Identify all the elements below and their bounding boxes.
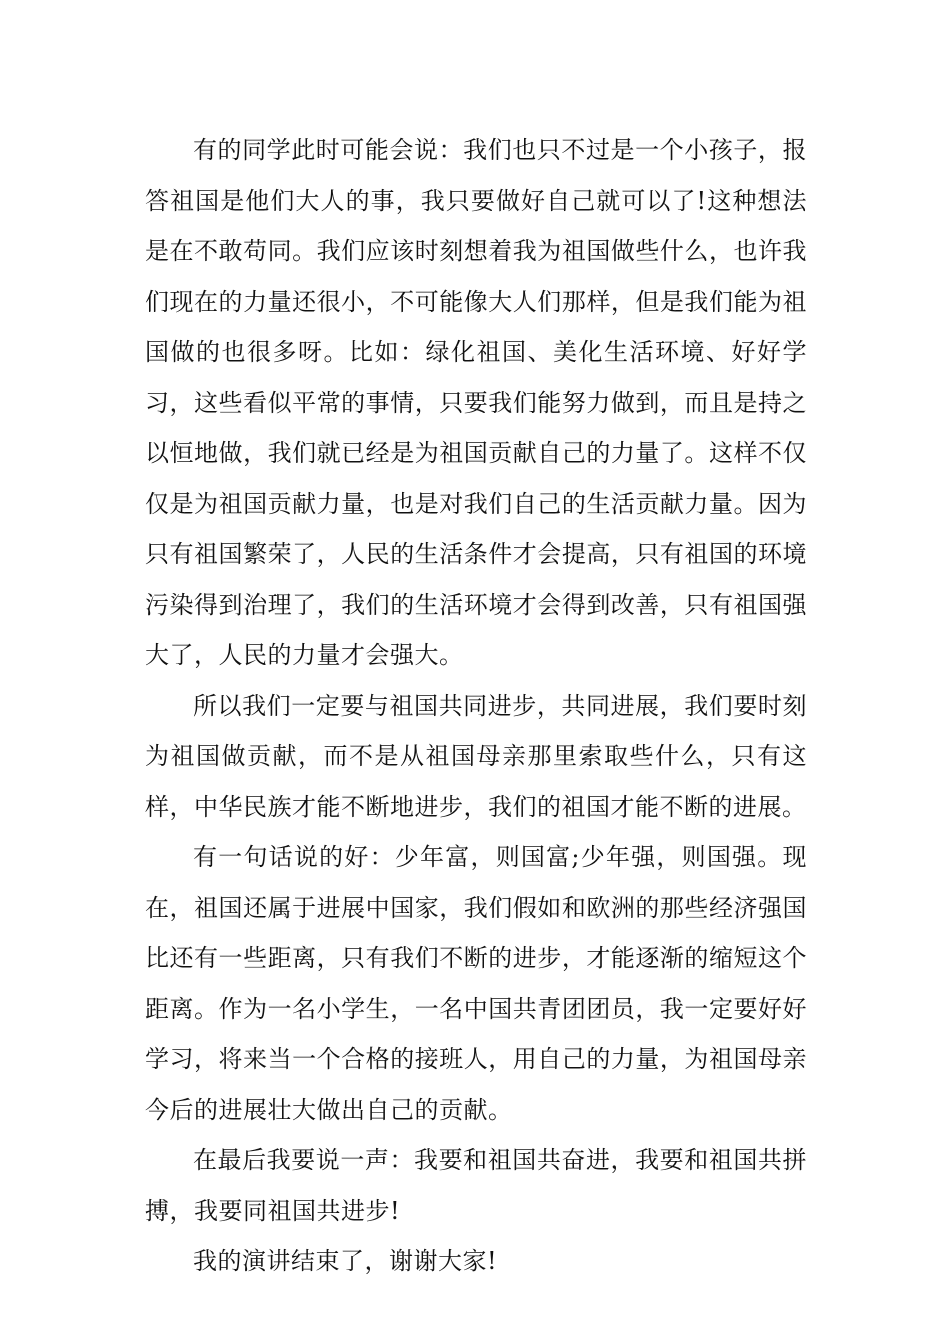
paragraph: 有的同学此时可能会说：我们也只不过是一个小孩子，报答祖国是他们大人的事，我只要做好自己就可以了!这种想法是在不敢苟同。我们应该时刻想着我为祖国做些什么，也许我们现在的力量还很小，不可能像大人们那样，但是我们能为祖国做的也很多呀。比如：绿化祖国、美化生活环境、好好学习，这些看似平常的事情，只要我们能努力做到，而且是持之以恒地做，我们就已经是为祖国贡献自己的力量了。这样不仅仅是为祖国贡献力量，也是对我们自己的生活贡献力量。因为只有祖国繁荣了，人民的生活条件才会提高，只有祖国的环境污染得到治理了，我们的生活环境才会得到改善，只有祖国强大了，人民的力量才会强大。 (145, 136, 807, 669)
paragraph: 我的演讲结束了，谢谢大家! (193, 1247, 498, 1275)
paragraph: 所以我们一定要与祖国共同进步，共同进展，我们要时刻为祖国做贡献，而不是从祖国母亲那里索取些什么，只有这样，中华民族才能不断地进步，我们的祖国才能不断的进展。 (145, 691, 807, 821)
paragraph: 在最后我要说一声：我要和祖国共奋进，我要和祖国共拼搏，我要同祖国共进步! (145, 1146, 807, 1225)
paragraph: 有一句话说的好：少年富，则国富;少年强，则国强。现在，祖国还属于进展中国家，我们假如和欧洲的那些经济强国比还有一些距离，只有我们不断的进步，才能逐渐的缩短这个距离。作为一名小学生，一名中国共青团团员，我一定要好好学习，将来当一个合格的接班人，用自己的力量，为祖国母亲今后的进展壮大做出自己的贡献。 (145, 843, 807, 1124)
document-body (145, 125, 807, 1287)
